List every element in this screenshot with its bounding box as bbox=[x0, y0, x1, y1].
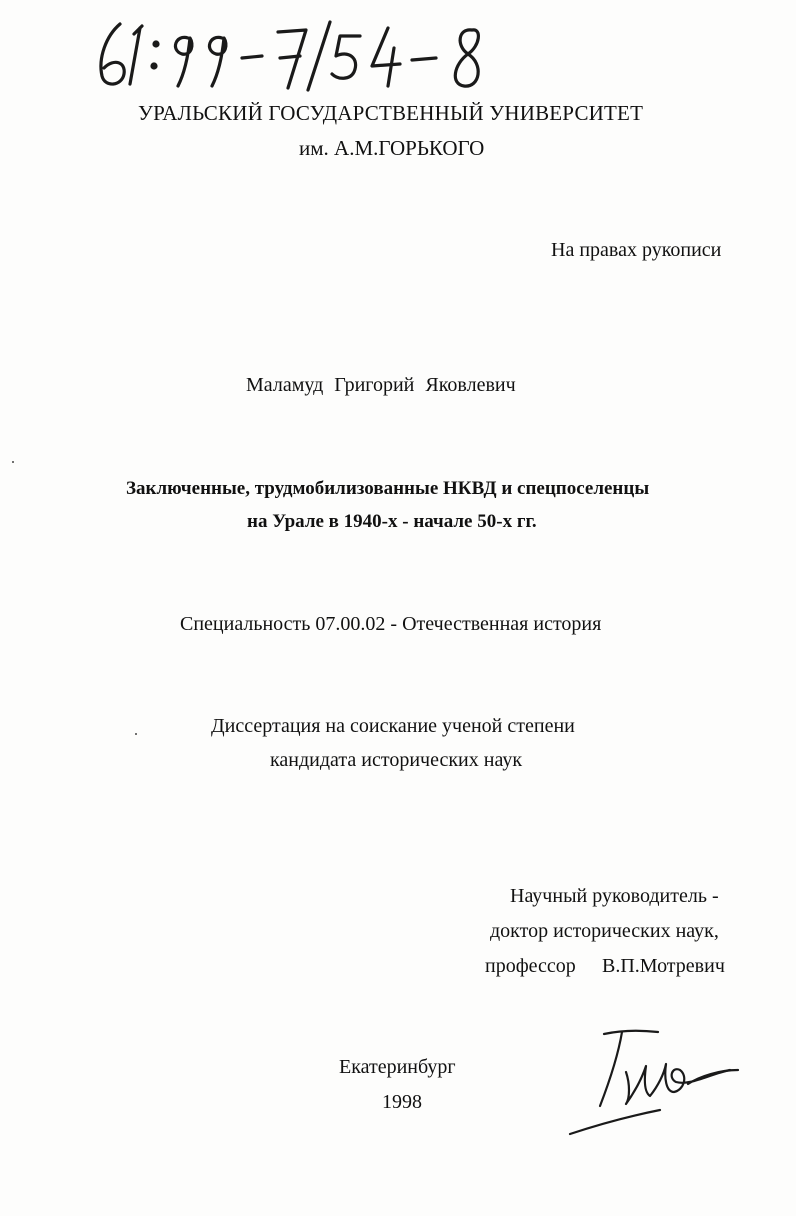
year: 1998 bbox=[382, 1091, 422, 1113]
university-name: УРАЛЬСКИЙ ГОСУДАРСТВЕННЫЙ УНИВЕРСИТЕТ bbox=[138, 101, 644, 125]
dissertation-title-line-2: на Урале в 1940-х - начале 50-х гг. bbox=[247, 511, 537, 532]
manuscript-note: На правах рукописи bbox=[551, 239, 722, 261]
paper-speck bbox=[135, 733, 137, 735]
university-named-after: им. А.М.ГОРЬКОГО bbox=[299, 136, 485, 160]
degree-line-1: Диссертация на соискание ученой степени bbox=[211, 715, 575, 737]
dissertation-title-line-1: Заключенные, трудмобилизованные НКВД и спецпоселенцы bbox=[126, 478, 650, 499]
advisor-degree: доктор исторических наук, bbox=[490, 920, 719, 942]
author-name: Маламуд Григорий Яковлевич bbox=[246, 374, 516, 396]
advisor-name: В.П.Мотревич bbox=[602, 955, 725, 977]
advisor-role: профессор bbox=[485, 955, 576, 977]
degree-line-2: кандидата исторических наук bbox=[270, 749, 523, 771]
paper-speck bbox=[12, 461, 14, 463]
handwritten-archive-number bbox=[92, 14, 512, 94]
specialty: Специальность 07.00.02 - Отечественная история bbox=[180, 613, 602, 635]
handwritten-signature bbox=[560, 1020, 750, 1140]
city: Екатеринбург bbox=[339, 1056, 456, 1078]
advisor-label: Научный руководитель - bbox=[510, 885, 719, 907]
